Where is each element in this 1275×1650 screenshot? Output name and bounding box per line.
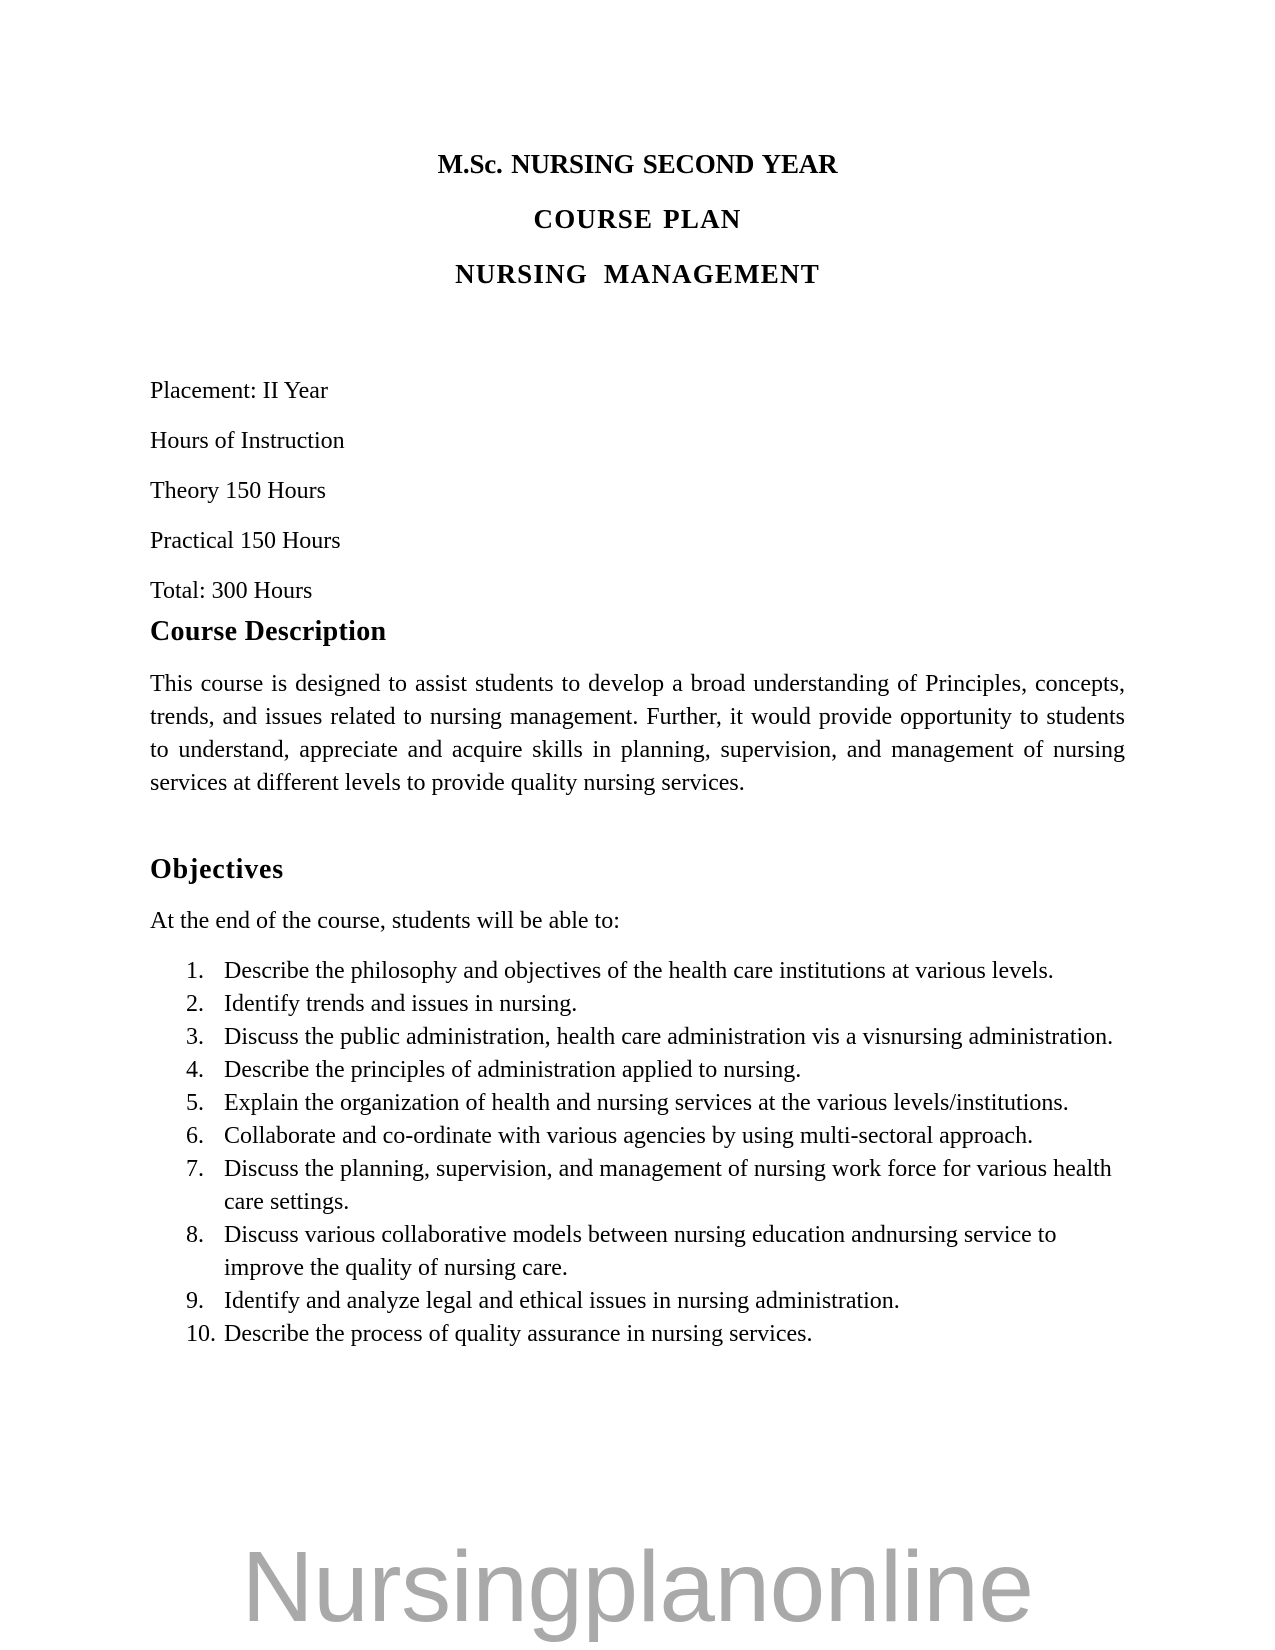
list-item xyxy=(186,1087,1136,1120)
theory-hours-text: Theory 150 Hours xyxy=(150,478,326,504)
list-item-number: 10. xyxy=(186,1321,216,1347)
list-item-text: Identify and analyze legal and ethical issues in nursing administration. xyxy=(224,1288,900,1314)
list-item-text: Identify trends and issues in nursing. xyxy=(224,991,578,1017)
objectives-heading: Objectives xyxy=(150,854,284,885)
list-item-number: 4. xyxy=(186,1057,204,1083)
course-plan-title: COURSE PLAN xyxy=(533,204,742,234)
list-item xyxy=(186,955,1136,988)
practical-hours-text: Practical 150 Hours xyxy=(150,528,341,554)
title-block xyxy=(0,150,1275,315)
list-item-text: Discuss various collaborative models between nursing education andnursing service to improve the quality of nursing care. xyxy=(224,1222,1057,1281)
list-item-number: 3. xyxy=(186,1024,204,1050)
course-description-heading: Course Description xyxy=(150,616,387,647)
list-item-number: 5. xyxy=(186,1090,204,1116)
list-item-text: Describe the principles of administration applied to nursing. xyxy=(224,1057,802,1083)
hours-of-instruction-text: Hours of Instruction xyxy=(150,428,345,454)
list-item xyxy=(186,1318,1136,1351)
watermark-text: Nursingplanonline xyxy=(241,1531,1034,1643)
list-item xyxy=(186,1153,1136,1219)
objectives-list xyxy=(186,955,1136,1351)
placement-text: Placement: II Year xyxy=(150,378,328,404)
list-item xyxy=(186,1285,1136,1318)
list-item xyxy=(186,988,1136,1021)
objectives-intro: At the end of the course, students will be able to: xyxy=(150,908,620,934)
list-item-text: Explain the organization of health and nursing services at the various levels/institutions. xyxy=(224,1090,1069,1116)
list-item-text: Discuss the planning, supervision, and management of nursing work force for various health care settings. xyxy=(224,1156,1112,1215)
list-item-number: 1. xyxy=(186,958,204,984)
list-item xyxy=(186,1219,1136,1285)
program-title: M.Sc. NURSING SECOND YEAR xyxy=(437,149,838,179)
subject-title: NURSING MANAGEMENT xyxy=(455,259,820,289)
list-item-text: Discuss the public administration, health care administration vis a visnursing administration. xyxy=(224,1024,1114,1050)
total-hours-text: Total: 300 Hours xyxy=(150,578,313,604)
course-description-paragraph: This course is designed to assist students to develop a broad understanding of Principles, concepts, trends, and issues related to nursing management. Further, it would provide opportunity to students to understand, appreciate and acquire skills in planning, supervision, and management of nursing services at different levels to provide quality nursing services. xyxy=(150,671,1125,796)
list-item xyxy=(186,1120,1136,1153)
list-item-text: Describe the philosophy and objectives of the health care institutions at various levels. xyxy=(224,958,1054,984)
list-item-text: Describe the process of quality assurance in nursing services. xyxy=(224,1321,813,1347)
list-item-number: 7. xyxy=(186,1156,204,1182)
list-item-number: 2. xyxy=(186,991,204,1017)
list-item-text: Collaborate and co-ordinate with various agencies by using multi-sectoral approach. xyxy=(224,1123,1034,1149)
list-item xyxy=(186,1054,1136,1087)
list-item-number: 6. xyxy=(186,1123,204,1149)
course-info xyxy=(150,366,345,616)
list-item-number: 8. xyxy=(186,1222,204,1248)
list-item xyxy=(186,1021,1136,1054)
list-item-number: 9. xyxy=(186,1288,204,1314)
